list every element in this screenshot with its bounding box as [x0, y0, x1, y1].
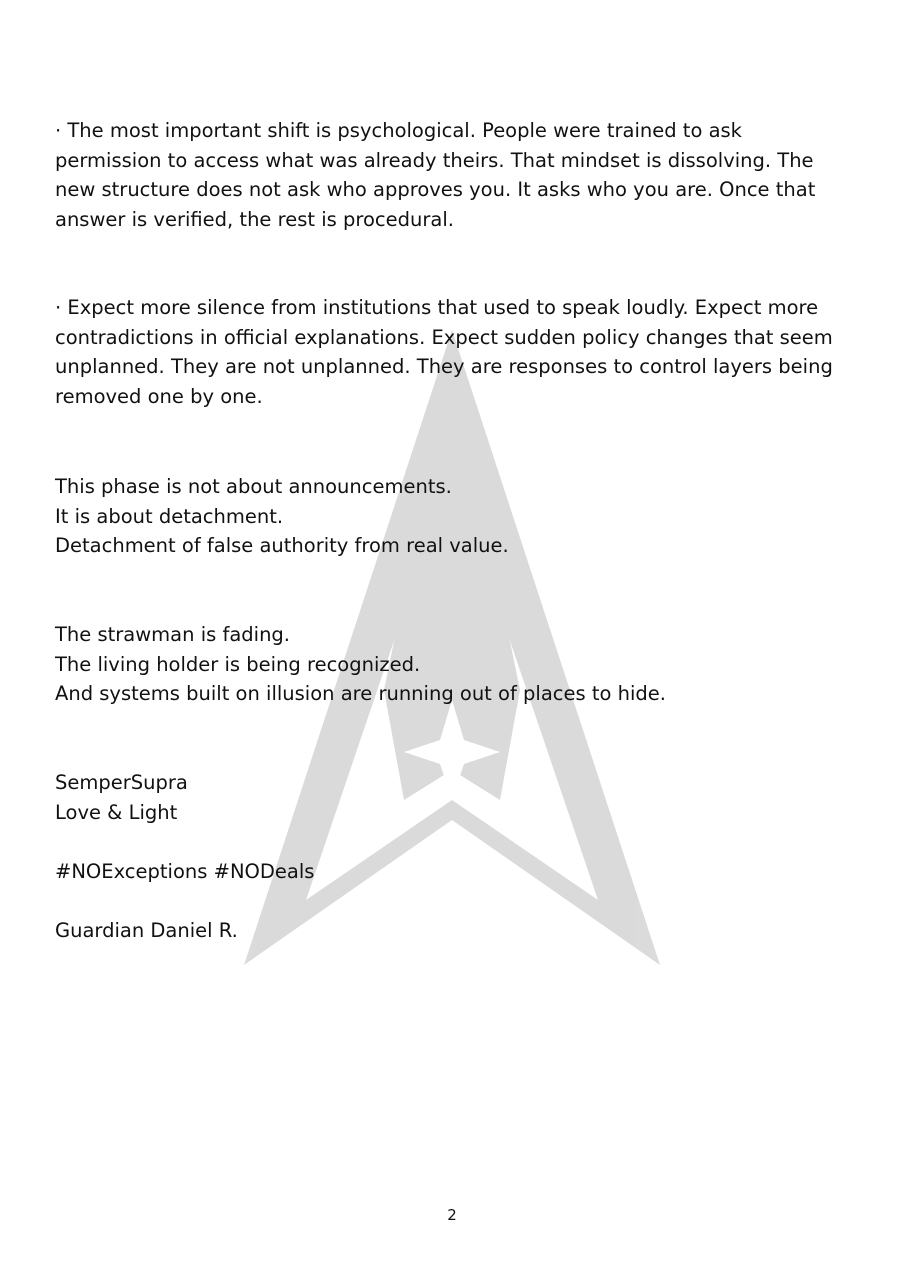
text-line: #NOExceptions #NODeals: [55, 860, 315, 883]
paragraph-hashtags: [55, 857, 855, 887]
text-line: The living holder is being recognized.: [55, 652, 421, 676]
text-line: new structure does not ask who approves you. It asks who you are. Once that: [55, 178, 816, 201]
text-line: Guardian Daniel R.: [55, 919, 238, 942]
paragraph-strawman: [55, 620, 855, 709]
text-line: contradictions in official explanations. Expect sudden policy changes that seem: [55, 325, 833, 349]
text-line: Detachment of false authority from real value.: [55, 534, 509, 557]
text-line: SemperSupra: [55, 771, 188, 794]
paragraph-signoff: [55, 768, 855, 827]
text-line: · The most important shift is psychological. People were trained to ask: [55, 119, 742, 142]
text-line: This phase is not about announcements.: [55, 475, 452, 498]
text-line: removed one by one.: [55, 384, 263, 408]
paragraph-expect-silence: [55, 293, 855, 411]
text-line: unplanned. They are not unplanned. They are responses to control layers being: [55, 355, 833, 378]
text-line: permission to access what was already theirs. That mindset is dissolving. The: [55, 148, 814, 172]
page-number: 2: [447, 1206, 457, 1224]
paragraph-author: [55, 916, 855, 946]
paragraph-phase: [55, 472, 855, 561]
paragraph-psychological-shift: [55, 116, 855, 234]
text-line: The strawman is fading.: [55, 623, 291, 646]
text-line: Love & Light: [55, 800, 178, 824]
text-line: · Expect more silence from institutions that used to speak loudly. Expect more: [55, 296, 819, 319]
text-line: It is about detachment.: [55, 504, 284, 528]
text-line: answer is verified, the rest is procedural.: [55, 207, 454, 231]
text-line: And systems built on illusion are running out of places to hide.: [55, 682, 666, 705]
